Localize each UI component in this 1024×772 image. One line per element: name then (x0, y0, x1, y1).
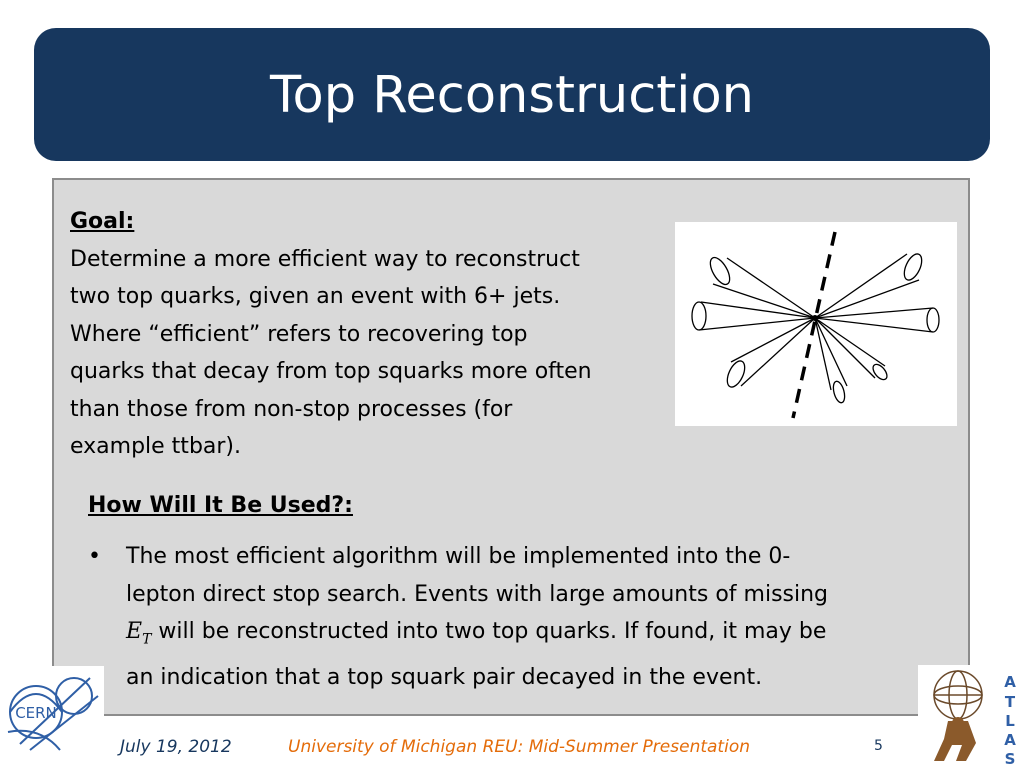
goal-line-3: Where “efficient” refers to recovering top (70, 321, 528, 347)
footer-presentation-title: University of Michigan REU: Mid-Summer Presentation (288, 737, 750, 757)
goal-line-1: Determine a more efficient way to reconstruct (70, 246, 580, 272)
math-sub-t: T (142, 631, 152, 648)
bullet-line-4: an indication that a top squark pair decayed in the event. (126, 664, 763, 690)
usage-heading: How Will It Be Used?: (88, 493, 353, 518)
atlas-letter-a2: A (1004, 731, 1016, 749)
atlas-letter-l: L (1005, 712, 1015, 730)
goal-line-5: than those from non-stop processes (for (70, 396, 513, 422)
goal-line-6: example ttbar). (70, 434, 242, 459)
goal-section (70, 203, 676, 466)
footer-page-number: 5 (874, 738, 883, 754)
atlas-letter-a: A (1004, 673, 1016, 691)
goal-heading: Goal: (70, 209, 135, 234)
jet-event-diagram-icon (675, 222, 957, 426)
atlas-letter-t: T (1004, 693, 1016, 711)
cern-logo-icon (0, 666, 104, 756)
bullet-line-1: The most efficient algorithm will be implemented into the 0- (126, 544, 791, 569)
goal-line-4: quarks that decay from top squarks more often (70, 359, 592, 384)
slide-title: Top Reconstruction (270, 66, 754, 125)
bullet-text (126, 538, 948, 696)
missing-et-symbol (126, 619, 152, 648)
math-e: E (126, 619, 143, 644)
bullet-line-2: lepton direct stop search. Events with large amounts of missing (126, 581, 829, 607)
bullet-icon: • (88, 544, 101, 569)
atlas-letter-s: S (1004, 750, 1016, 768)
goal-line-2: two top quarks, given an event with 6+ jets. (70, 284, 561, 309)
footer-date: July 19, 2012 (120, 737, 232, 757)
atlas-logo-icon (918, 665, 1024, 768)
bullet-line-3: will be reconstructed into two top quarks. If found, it may be (151, 619, 827, 644)
cern-logo-text: CERN (15, 704, 57, 722)
